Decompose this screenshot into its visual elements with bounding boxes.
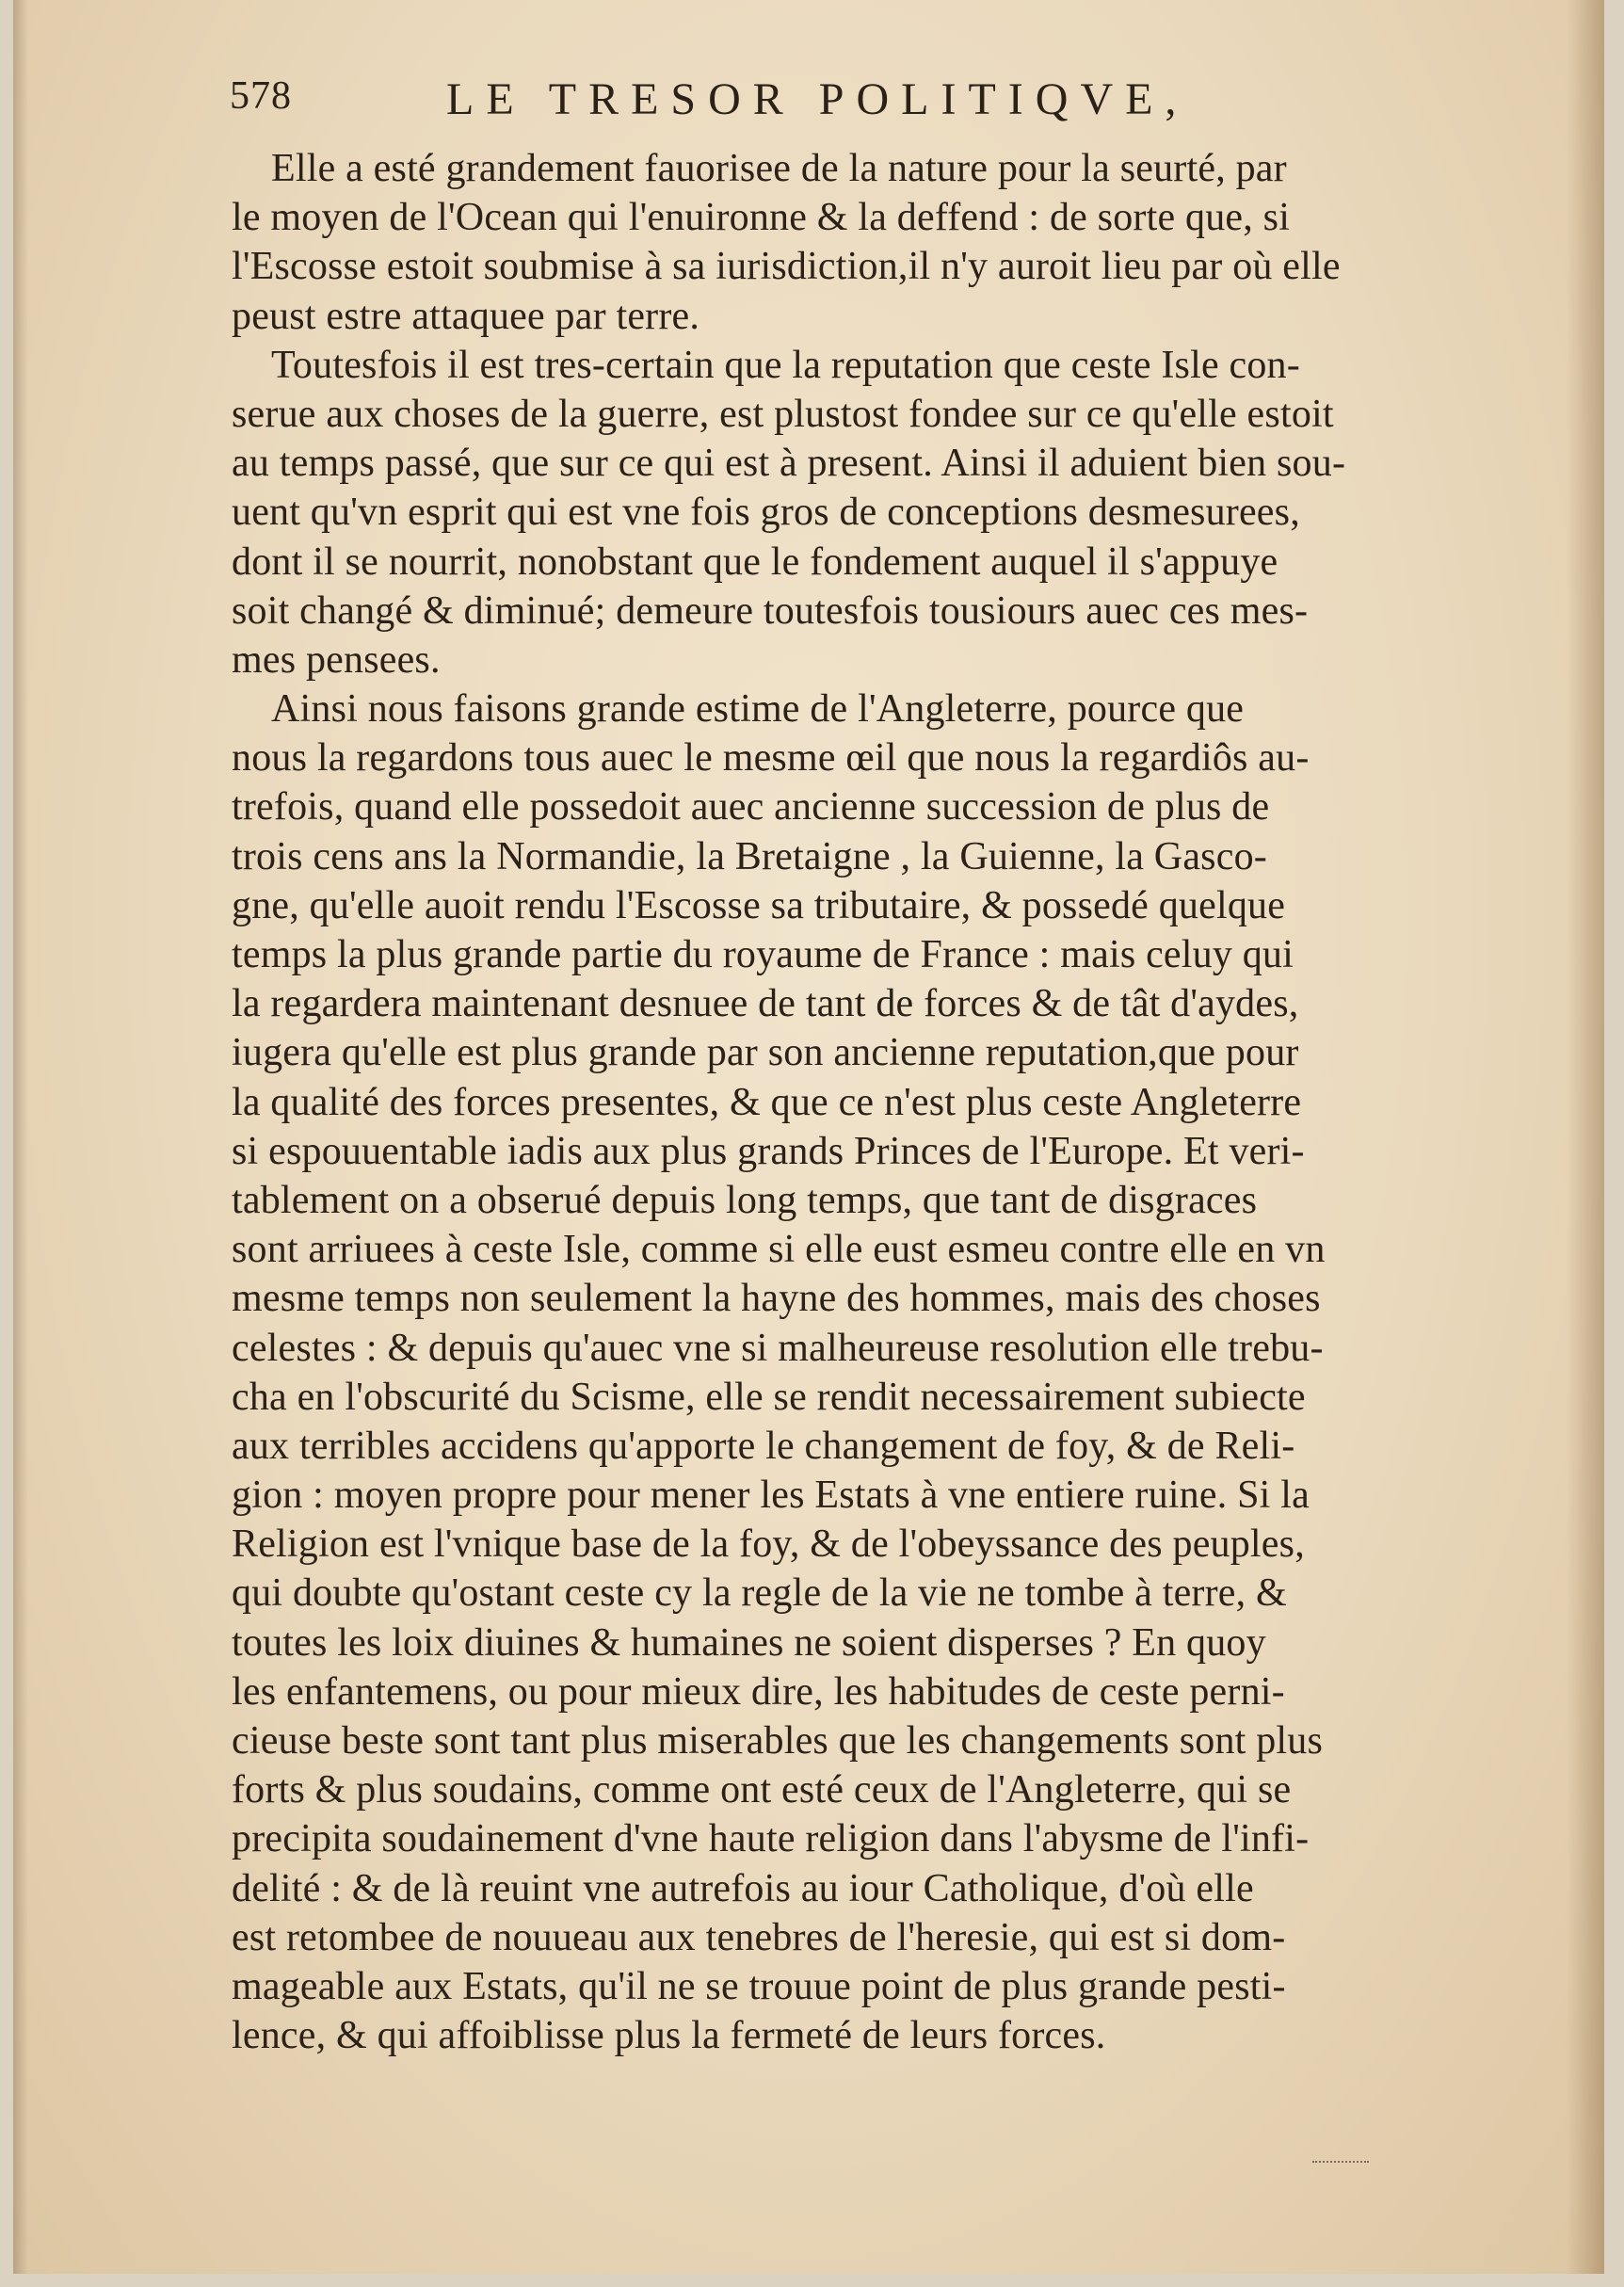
text-line: toutes les loix diuines & humaines ne soient disperses ? En quoy: [232, 1620, 1266, 1665]
text-line: mesme temps non seulement la hayne des hommes, mais des choses: [232, 1277, 1321, 1321]
text-line: qui doubte qu'ostant ceste cy la regle de la vie ne tombe à terre, &: [232, 1571, 1287, 1616]
text-line: delité : & de là reuint vne autrefois au iour Catholique, d'où elle: [232, 1866, 1254, 1910]
text-line: au temps passé, que sur ce qui est à present. Ainsi il aduient bien sou-: [232, 442, 1346, 486]
text-line: soit changé & diminué; demeure toutesfois tousiours auec ces mes-: [232, 588, 1309, 633]
text-line: la qualité des forces presentes, & que ce n'est plus ceste Angleterre: [232, 1080, 1302, 1124]
text-line: cha en l'obscurité du Scisme, elle se rendit necessairement subiecte: [232, 1375, 1306, 1419]
text-line: precipita soudainement d'vne haute religion dans l'abysme de l'infi-: [232, 1817, 1310, 1861]
text-line: Elle a esté grandement fauorisee de la nature pour la seurté, par: [271, 147, 1287, 190]
text-line: les enfantemens, ou pour mieux dire, les habitudes de ceste perni-: [232, 1669, 1285, 1714]
text-line: peust estre attaquee par terre.: [232, 294, 700, 338]
text-line: temps la plus grande partie du royaume de France : mais celuy qui: [232, 933, 1294, 976]
running-title: LE TRESOR POLITIQVE,: [446, 74, 1189, 124]
text-line: iugera qu'elle est plus grande par son ancienne reputation,que pour: [232, 1031, 1299, 1075]
text-line: trois cens ans la Normandie, la Bretaigne , la Guienne, la Gasco-: [232, 834, 1267, 878]
page-edge-shadow: [1567, 0, 1604, 2274]
body-text: [232, 144, 1512, 2060]
text-line: gne, qu'elle auoit rendu l'Escosse sa tributaire, & possedé quelque: [232, 883, 1286, 927]
text-line: Religion est l'vnique base de la foy, & de l'obeyssance des peuples,: [232, 1522, 1305, 1567]
text-line: mes pensees.: [232, 637, 441, 682]
printer-mark-dots: [1312, 2161, 1369, 2166]
text-line: aux terribles accidens qu'apporte le changement de foy, & de Reli-: [232, 1424, 1295, 1468]
page-number: 578: [230, 74, 292, 118]
text-line: trefois, quand elle possedoit auec ancienne succession de plus de: [232, 785, 1270, 829]
text-line: la regardera maintenant desnuee de tant de forces & de tât d'aydes,: [232, 982, 1299, 1026]
page-header: [216, 73, 1411, 132]
text-line: gion : moyen propre pour mener les Estats à vne entiere ruine. Si la: [232, 1474, 1310, 1518]
text-line: Toutesfois il est tres-certain que la reputation que ceste Isle con-: [271, 343, 1300, 387]
text-line: sont arriuees à ceste Isle, comme si elle eust esmeu contre elle en vn: [232, 1228, 1326, 1272]
page-gutter-shadow: [13, 0, 28, 2274]
text-line: celestes : & depuis qu'auec vne si malheureuse resolution elle trebu-: [232, 1326, 1324, 1370]
text-line: lence, & qui affoiblisse plus la fermeté de leurs forces.: [232, 2014, 1106, 2058]
text-line: uent qu'vn esprit qui est vne fois gros de conceptions desmesurees,: [232, 491, 1300, 535]
text-line: tablement on a obserué depuis long temps, que tant de disgraces: [232, 1178, 1258, 1222]
text-line: dont il se nourrit, nonobstant que le fondement auquel il s'appuye: [232, 540, 1278, 584]
text-line: forts & plus soudains, comme ont esté ceux de l'Angleterre, qui se: [232, 1768, 1292, 1812]
text-line: le moyen de l'Ocean qui l'enuironne & la deffend : de sorte que, si: [232, 196, 1291, 240]
text-line: Ainsi nous faisons grande estime de l'Angleterre, pource que: [271, 687, 1245, 732]
text-line: mageable aux Estats, qu'il ne se trouue point de plus grande pesti-: [232, 1964, 1286, 2008]
text-line: cieuse beste sont tant plus miserables que les changements sont plus: [232, 1719, 1324, 1763]
text-line: serue aux choses de la guerre, est plustost fondee sur ce qu'elle estoit: [232, 392, 1334, 436]
text-line: si espouuentable iadis aux plus grands Princes de l'Europe. Et veri-: [232, 1129, 1305, 1173]
text-line: nous la regardons tous auec le mesme œil que nous la regardiôs au-: [232, 736, 1310, 781]
book-page: [13, 0, 1604, 2274]
text-line: est retombee de nouueau aux tenebres de l'heresie, qui est si dom-: [232, 1915, 1286, 1959]
text-line: l'Escosse estoit soubmise à sa iurisdiction,il n'y auroit lieu par où elle: [232, 245, 1341, 289]
